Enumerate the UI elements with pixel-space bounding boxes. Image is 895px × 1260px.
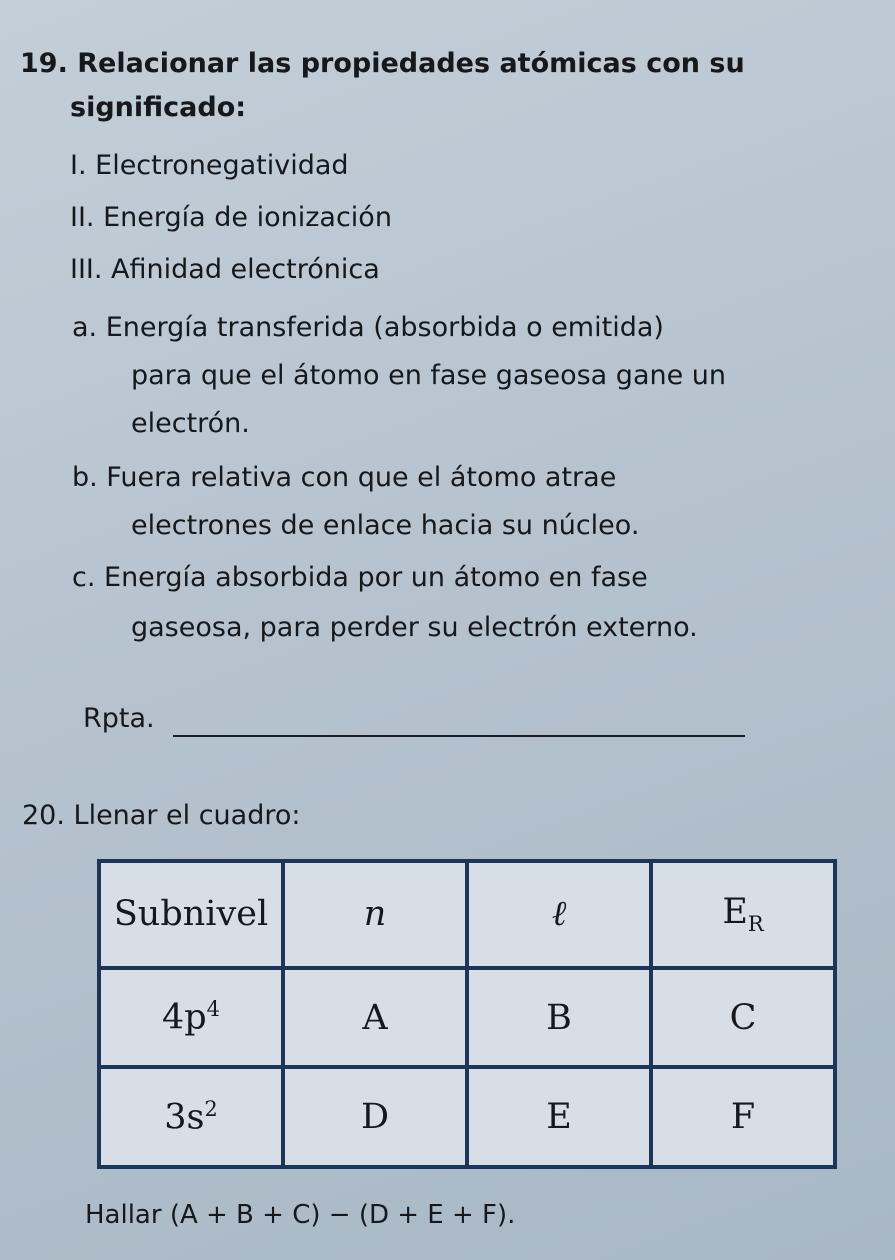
property-1: I. Electronegatividad [70,150,349,181]
header-er [651,861,835,968]
header-er-base: E [722,892,748,933]
row1-subnivel-base: 4p [161,997,207,1038]
header-n: n [283,861,467,968]
hallar-expression: Hallar (A + B + C) − (D + E + F). [85,1200,516,1230]
row2-subnivel [99,1067,283,1167]
q20-title: 20. Llenar el cuadro: [22,800,301,831]
q19-title-line2: significado: [70,92,247,123]
meaning-b-line1: b. Fuera relativa con que el átomo atrae [72,462,617,493]
property-2: II. Energía de ionización [70,202,392,233]
meaning-a-line1: a. Energía transferida (absorbida o emitida) [72,312,664,343]
header-subnivel: Subnivel [99,861,283,968]
row1-subnivel-exp: 4 [206,997,221,1022]
row1-n: A [283,968,467,1068]
header-er-sub: R [747,912,764,937]
meaning-a-line3: electrón. [131,408,250,439]
header-l: ℓ [467,861,651,968]
quantum-numbers-table [97,859,837,1169]
row1-l: B [467,968,651,1068]
row1-er: C [651,968,835,1068]
table-row [99,1067,835,1167]
row2-subnivel-base: 3s [164,1097,205,1138]
answer-blank-line [173,735,745,737]
meaning-c-line1: c. Energía absorbida por un átomo en fase [72,562,648,593]
row2-er: F [651,1067,835,1167]
table-row [99,968,835,1068]
row1-subnivel [99,968,283,1068]
table-header-row [99,861,835,968]
row2-subnivel-exp: 2 [204,1096,218,1121]
row2-l: E [467,1067,651,1167]
answer-label: Rpta. [83,703,155,734]
meaning-a-line2: para que el átomo en fase gaseosa gane un [131,360,727,391]
meaning-c-line2: gaseosa, para perder su electrón externo. [131,612,698,643]
row2-n: D [283,1067,467,1167]
property-3: III. Afinidad electrónica [70,254,380,285]
q19-title-line1: 19. Relacionar las propiedades atómicas con su [20,48,745,79]
meaning-b-line2: electrones de enlace hacia su núcleo. [131,510,640,541]
